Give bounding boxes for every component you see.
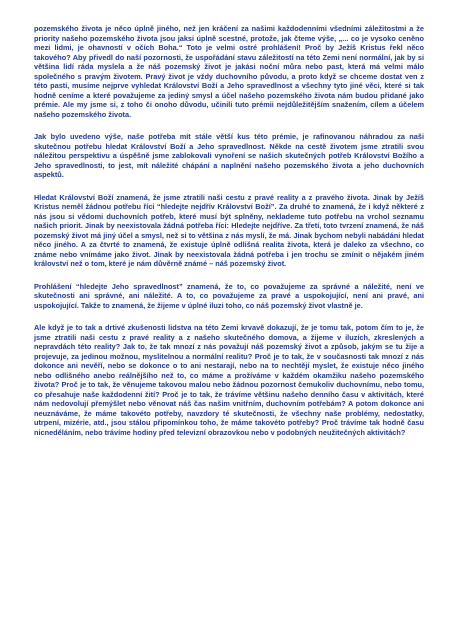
paragraph-5: Ale když je to tak a drtivé zkušenosti lidstva na této Zemi krvavě dokazují, že je tomu tak, potom čím to je, že jsme ztratili naši cestu z pravé reality a z našeho skutečného domova, a žijeme v iluzích, zkreslených a nepravdách této reality? Jak to, že tak mnozí z nás považují náš pozemský život a způsob, jakým se tu žije a projevuje, za jedinou možnou, myslitelnou a normální realitu? Proč je to tak, že v současnosti tak mnozí z nás dokonce ani nevěří, nebo se dokonce o to ani nestarají, nebo na to nechtějí myslet, že existuje něco jiného nebo odlišného anebo reálnějšího než to, co máme a prožíváme v každém okamžiku našeho pozemského života? Proč je to tak, že věnujeme takovou malou nebo žádnou pozornost čemukoliv duchovnímu, nebo tomu, co přesahuje naše každodenní žití? Proč je to tak, že trávíme většinu našeho denního času v aktivitách, které nám nedovolují přemýšlet nebo věnovat náš čas našim vnitřním, duchovním potřebám? A potom dokonce ani neuznáváme, že máme takovéto potřeby, navzdory té skutečnosti, že všechny naše problémy, nedostatky, utrpení, mizérie, atd., jsou stálou připomínkou toho, že máme takovéto potřeby? Proč trávíme tak hodně času nicneděláním, nebo trávíme hodiny před televizní obrazovkou nebo v podobných neužitečných aktivitách? — [34, 323, 424, 437]
paragraph-3: Hledat Království Boží znamená, že jsme ztratili naši cestu z pravé reality a z pravého života. Jinak by Ježíš Kristus neměl žádnou potřebu říci “hledejte nejdřív Království Boží”. Za druhé to znamená, že i když některé z nás jsou si vědomi duchovních potřeb, které musí být splněny, neklademe tuto potřebu na vrchol seznamu našich priorit. Jinak by neexistovala žádná potřeba říci: Hledejte nejdříve. Za třetí, toto tvrzení znamená, že náš pozemský život má jiný účel a smysl, než si to většina z nás myslí, že má. Jinak bychom nebyli nabádáni hledat něco jiného. A za čtvrté to znamená, že existuje úplně odlišná realita života, která je daleko za všechno, co známe nebo vnímáme jako život. Jinak by neexistovala žádná potřeba i jen trochu se zmínit o nějakém jiném království než o tom, které je nám důvěrně známé – náš pozemský život. — [34, 192, 424, 268]
paragraph-4: Prohlášení “hledejte Jeho spravedlnost” znamená, že to, co považujeme za správné a náležité, není ve skutečnosti ani správné, ani náležité. A to, co považujeme za pravé a uspokojující, není ani pravé, ani uspokojující. Takže to znamená, že žijeme v úplné iluzi toho, co náš pozemský život vlastně je. — [34, 281, 424, 310]
paragraph-2: Jak bylo uvedeno výše, naše potřeba mít stále větší kus této prémie, je rafinovanou náhradou za naši skutečnou potřebu hledat Království Boží a Jeho spravedlnost. Někde na cestě životem jsme ztratili svou náležitou perspektivu a úspěšně jsme zablokovali vynoření se našich skutečných potřeb Království Božího a Jeho spravedlnosti, to jest, mít náležité chápání a naplnění našeho pozemského života a jeho duchovních aspektů. — [34, 132, 424, 179]
paragraph-1: pozemského života je něco úplně jiného, než jen kráčení za našimi každodenními všedními záležitostmi a že priority našeho pozemského života jsou jaksi úplně scestné, protože, jak čteme výše, „... co je vysoko ceněno mezi lidmi, je ohavností v očích Boha.“ Toto je velmi ostré prohlášení! Proč by Ježíš Kristus řekl něco takového? Aby přivedl do naší pozornosti, že uspořádání stavu záležitostí na této Zemi není normální, jak by si většina lidí ráda myslela a že náš pozemský život je jakási noční můra nebo past, která má velmi málo společného s pravým životem. Pravý život je vždy duchovního původu, a proto když se chceme dostat ven z této pasti, musíme nejprve vyhledat Království Boží a Jeho spravedlnost a všechny tyto jiné věci, které si tak hodně ceníme a které považujeme za jediný smysl a účel našeho pozemského života nám budou přidané jako prémie. Ale my jsme si, z toho či onoho důvodu, učinili tuto prémii nejdůležitějším snažením, cílem a účelem našeho pozemského života. — [34, 24, 424, 119]
